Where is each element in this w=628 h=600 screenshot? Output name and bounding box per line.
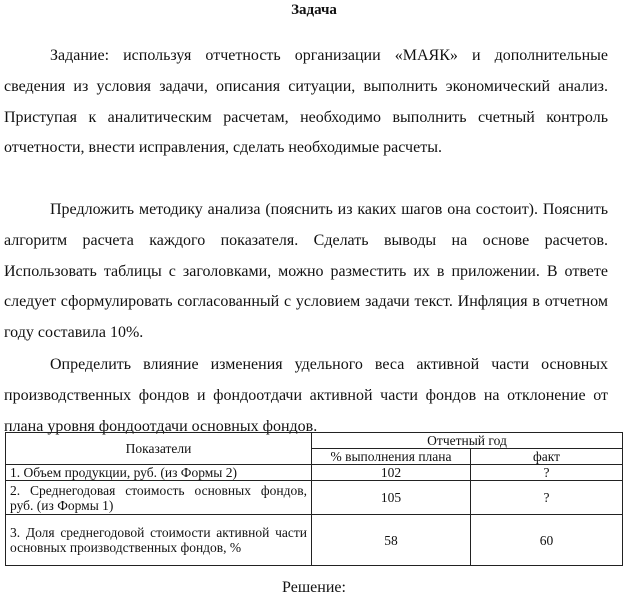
table-row [6, 515, 623, 566]
row-fact-value: ? [471, 481, 623, 515]
row-plan-value: 58 [312, 515, 471, 566]
row-fact-value: 60 [471, 515, 623, 566]
row-plan-value: 102 [312, 465, 471, 481]
row-fact-value: ? [471, 465, 623, 481]
solution-label: Решение: [282, 579, 346, 596]
task-title: Задача [291, 2, 337, 18]
header-reporting-year: Отчетный год [312, 433, 623, 449]
task-paragraph-assignment: Задание: используя отчетность организации «МАЯК» и дополнительные сведения из условия задачи, описания ситуации, выполнить экономический анализ. Приступая к аналитическим расчетам, необходимо выполнить счетный контроль отчетности, внести исправления, сделать необходимые расчеты. [4, 47, 608, 157]
table-row [6, 481, 623, 515]
task-paragraph-question: Определить влияние изменения удельного веса активной части основных производственных фондов и фондоотдачи активной части фондов на отклонение от плана уровня фондоотдачи основных фондов. [4, 356, 608, 435]
header-fact: факт [471, 449, 623, 465]
table-row [6, 465, 623, 481]
task-paragraph-method: Предложить методику анализа (пояснить из каких шагов она состоит). Пояснить алгоритм расчета каждого показателя. Сделать выводы на основе расчетов. Использовать таблицы с заголовками, можно разместить их в приложении. В ответе следует сформулировать согласованный с условием задачи текст. Инфляция в отчетном году составила 10%. [4, 201, 608, 342]
header-indicators: Показатели [6, 433, 312, 465]
header-plan-percent: % выполнения плана [312, 449, 471, 465]
indicators-table [5, 432, 623, 566]
row-indicator-name: 3. Доля среднегодовой стоимости активной части основных производственных фондов, % [6, 515, 312, 566]
row-indicator-name: 2. Среднегодовая стоимость основных фондов, руб. (из Формы 1) [6, 481, 312, 515]
row-plan-value: 105 [312, 481, 471, 515]
row-indicator-name: 1. Объем продукции, руб. (из Формы 2) [6, 465, 312, 481]
table-header-row [6, 433, 623, 449]
